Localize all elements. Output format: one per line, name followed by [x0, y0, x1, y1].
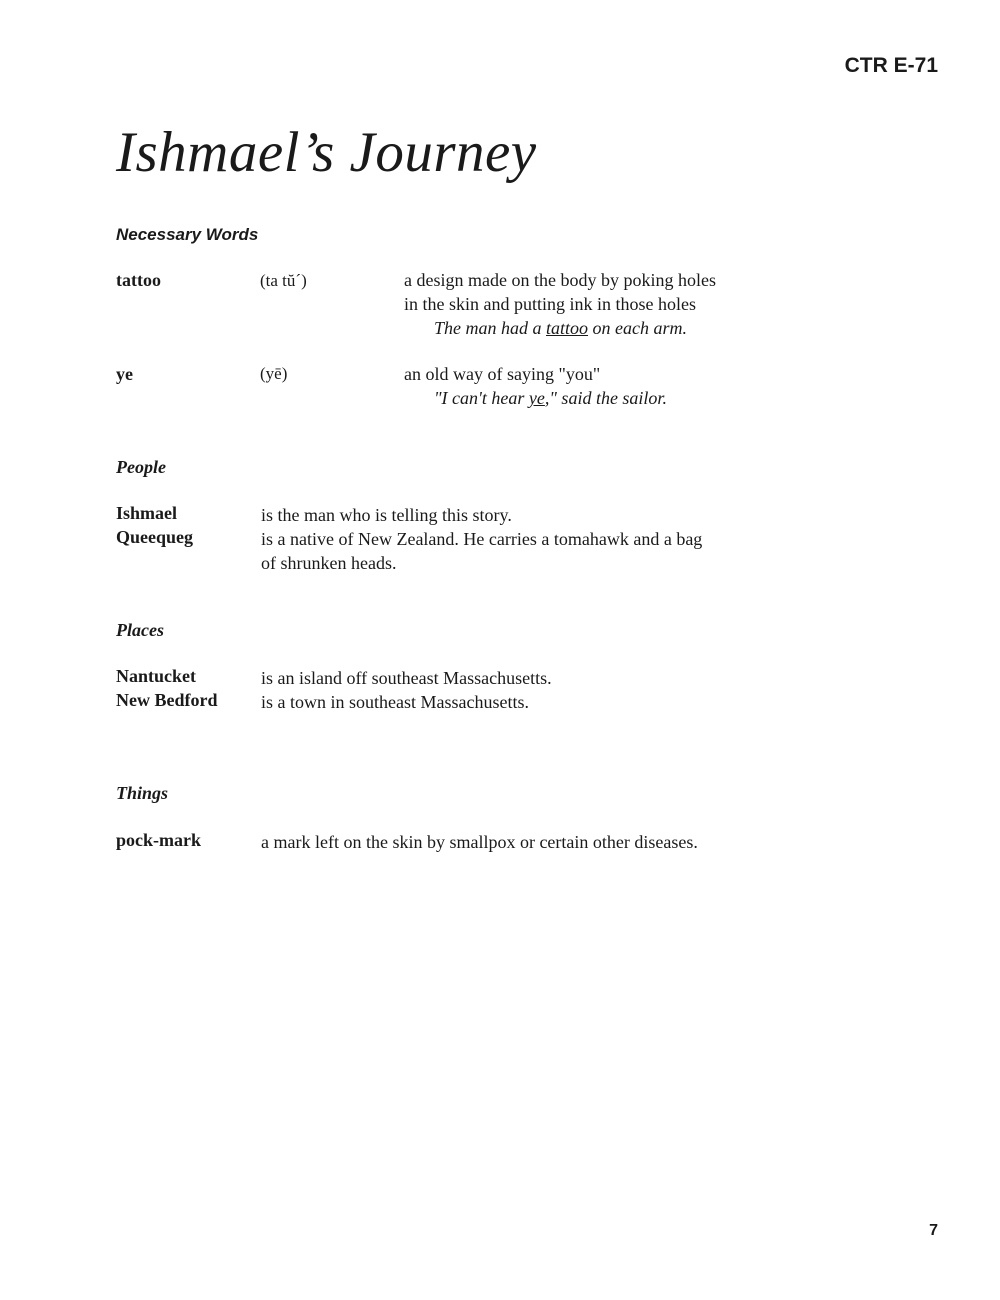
- example-keyword: tattoo: [546, 318, 589, 338]
- place-description: is a town in southeast Massachusetts.: [261, 692, 529, 712]
- place-description: is an island off southeast Massachusetts.: [261, 668, 552, 688]
- vocab-term-ye: ye: [116, 364, 133, 384]
- vocab-term-tattoo: tattoo: [116, 270, 161, 290]
- definition-line: an old way of saying "you": [404, 364, 601, 384]
- person-term: Ishmael: [116, 503, 178, 523]
- things-heading: Things: [116, 783, 169, 803]
- places-heading: Places: [116, 620, 164, 640]
- person-term: Queequeg: [116, 527, 194, 547]
- pronunciation-tattoo: (ta tŭ´): [260, 271, 307, 290]
- page-number: 7: [929, 1222, 938, 1239]
- definition-line: in the skin and putting ink in those holes: [404, 294, 696, 314]
- pronunciation-ye: (yē): [260, 364, 288, 383]
- page-title: Ishmael’s Journey: [116, 121, 537, 184]
- definition-ye: [404, 362, 924, 410]
- definition-tattoo: [404, 268, 924, 340]
- person-description: is the man who is telling this story.: [261, 505, 512, 525]
- necessary-words-heading: Necessary Words: [116, 225, 259, 244]
- example-sentence-ye: "I can't hear ye," said the sailor.: [434, 388, 667, 408]
- thing-term: pock-mark: [116, 830, 201, 850]
- example-keyword: ye: [528, 388, 545, 408]
- example-sentence-tattoo: The man had a tattoo on each arm.: [434, 318, 687, 338]
- definition-line: a design made on the body by poking holes: [404, 270, 716, 290]
- place-term: New Bedford: [116, 690, 218, 710]
- document-code: CTR E-71: [844, 54, 938, 77]
- thing-description: a mark left on the skin by smallpox or certain other diseases.: [261, 832, 698, 852]
- people-heading: People: [116, 457, 166, 477]
- place-term: Nantucket: [116, 666, 196, 686]
- person-description: is a native of New Zealand. He carries a tomahawk and a bag of shrunken heads.: [261, 529, 703, 573]
